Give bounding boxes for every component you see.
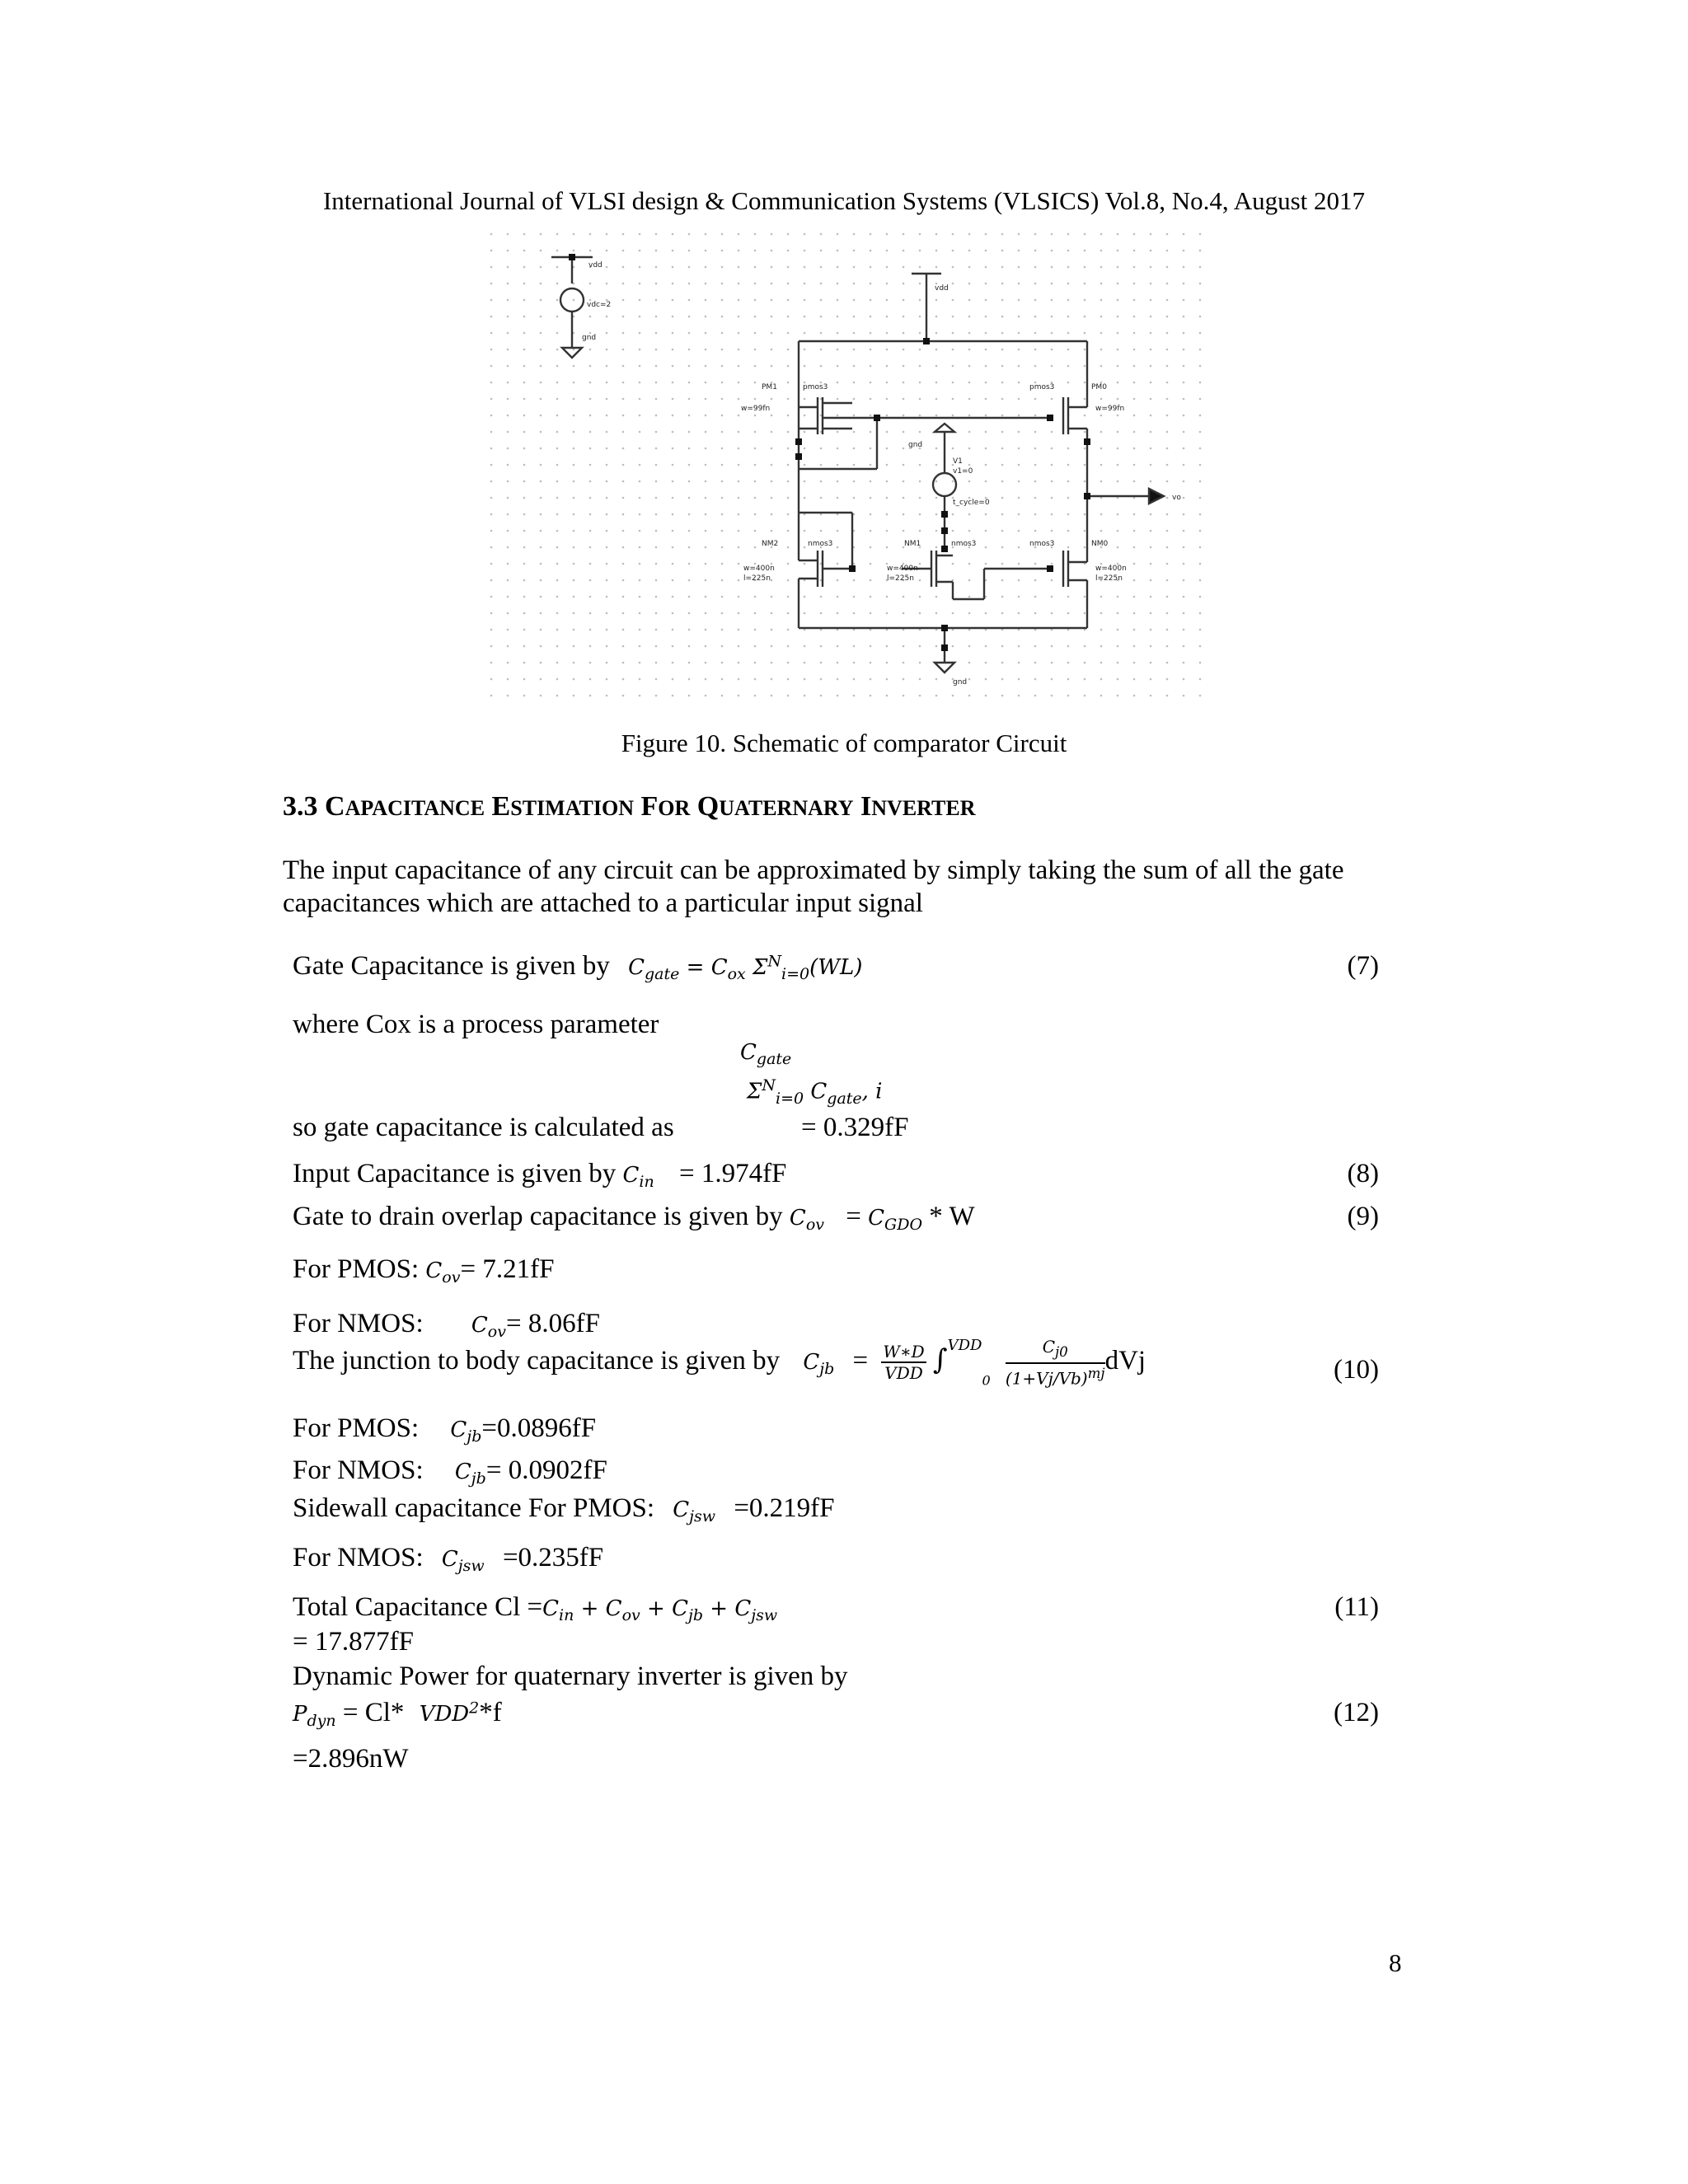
section-number: 3.3 xyxy=(283,791,318,822)
nmos-cjb-line: For NMOS: $C_{jb}= 0.0902fF$ xyxy=(293,1455,607,1488)
sum-cgate-symbol: $\Sigma^N_{i=0}$ $C_{gate}$, i xyxy=(747,1076,883,1108)
eq7-line: Gate Capacitance is given by $C_{gate} = C_{ox}$ $\Sigma^N_{i=0}(WL)$ xyxy=(293,951,863,984)
label-nm1: NM1 xyxy=(904,540,921,548)
dynamic-power-text: Dynamic Power for quaternary inverter is given by xyxy=(293,1661,848,1691)
running-header: International Journal of VLSI design & Communication Systems (VLSICS) Vol.8, No.4, August 2017 xyxy=(322,186,1366,215)
so-gate-text: so gate capacitance is calculated as xyxy=(293,1113,674,1142)
label-v1: V1 xyxy=(953,457,963,466)
eq9-line: Gate to drain overlap capacitance is given by $C_{ov} = C_{GDO} * W$ xyxy=(293,1202,975,1235)
gate-value: = 0.329fF xyxy=(801,1113,909,1142)
pmos-cjb-line: For PMOS: $C_{jb}=0.0896fF$ xyxy=(293,1413,597,1446)
section-heading: 3.3 CAPACITANCE ESTIMATION FOR QUATERNARY INVERTER xyxy=(283,791,976,822)
eq12-number: (12) xyxy=(1334,1698,1379,1727)
label-nm2: NM2 xyxy=(762,540,779,548)
label-gnd-left: gnd xyxy=(582,334,597,342)
label-pmos3-right: pmos3 xyxy=(1029,383,1055,391)
label-nmos3-mid: nmos3 xyxy=(951,540,977,548)
cgate-symbol: $C_{gate}$ xyxy=(740,1040,792,1069)
nmos-cjsw-line: For NMOS: $C_{jsw} =0.235fF$ xyxy=(293,1543,604,1576)
eq12-line: $P_{dyn} = Cl*$ VDD$^2$*f xyxy=(293,1698,502,1731)
label-nmos3-left: nmos3 xyxy=(808,540,833,548)
label-v1-val: v1=0 xyxy=(953,467,973,476)
body-paragraph: The input capacitance of any circuit can be approximated by simply taking the sum of all the gate capacitances which are attached to a particular input signal xyxy=(283,855,1344,918)
nmos-cov-line: For NMOS: $C_{ov}= 8.06fF$ xyxy=(293,1309,600,1342)
eq10-line: The junction to body capacitance is given by $C_{jb}$ = $\frac{W∗D}{\text{VDD}}$ ∫$^{VDD}$0 $\frac{C_{j0}}{(1+Vj/Vb)^{mj}}$ dVj xyxy=(293,1337,1146,1389)
eq11-line: Total Capacitance $Cl =C_{in} + C_{ov} + C_{jb} + C_{jsw}$ xyxy=(293,1592,778,1625)
eq10-number: (10) xyxy=(1334,1355,1379,1385)
label-nmos3-right: nmos3 xyxy=(1029,540,1055,548)
label-nm2-l: l=225n xyxy=(743,574,771,583)
label-pm0-w: w=99fn xyxy=(1095,405,1125,413)
label-nm0-w: w=400n xyxy=(1095,565,1127,573)
label-v1-val2: t_cycle=0 xyxy=(953,499,990,507)
label-pm0: PM0 xyxy=(1091,383,1107,391)
eq11-number: (11) xyxy=(1334,1592,1379,1622)
label-vo: vo xyxy=(1172,494,1181,502)
label-vdd-left: vdd xyxy=(588,261,603,269)
label-nm1-w: w=400n xyxy=(887,565,918,573)
comparator-schematic xyxy=(490,232,1212,709)
label-pmos3-left: pmos3 xyxy=(803,383,828,391)
label-pm1: PM1 xyxy=(762,383,777,391)
sidewall-pmos-line: Sidewall capacitance For PMOS: $C_{jsw} =0.219fF$ xyxy=(293,1493,835,1526)
label-nm1-l: l=225n xyxy=(887,574,914,583)
eq9-number: (9) xyxy=(1347,1202,1379,1231)
total-value: = 17.877fF xyxy=(293,1627,414,1657)
label-nm0-l: l=225n xyxy=(1095,574,1123,583)
label-vdd-center: vdd xyxy=(935,284,949,293)
label-gnd-mid: gnd xyxy=(908,441,923,449)
page-number: 8 xyxy=(1389,1948,1402,1977)
label-pm1-w: w=99fn xyxy=(741,405,771,413)
figure-caption: Figure 10. Schematic of comparator Circuit xyxy=(621,729,1067,757)
label-vdc: vdc=2 xyxy=(587,301,612,309)
eq8-line: Input Capacitance is given by $C_{in} = 1.974fF$ xyxy=(293,1159,787,1192)
pmos-cov-line: For PMOS: $C_{ov}= 7.21fF$ xyxy=(293,1254,555,1287)
label-nm2-w: w=400n xyxy=(743,565,775,573)
eq7-number: (7) xyxy=(1347,951,1379,981)
where-cox: where Cox is a process parameter xyxy=(293,1010,659,1039)
label-nm0: NM0 xyxy=(1091,540,1109,548)
eq8-number: (8) xyxy=(1347,1159,1379,1188)
label-gnd-bottom: gnd xyxy=(953,678,968,687)
pdyn-value: =2.896nW xyxy=(293,1744,409,1774)
